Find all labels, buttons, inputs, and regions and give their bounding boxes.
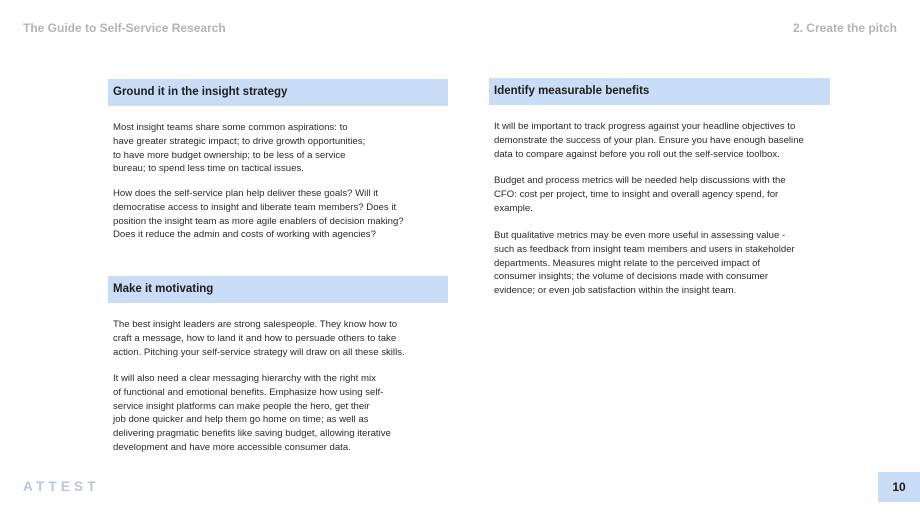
- page-number: 10: [878, 472, 920, 502]
- measurable-benefits-paragraph-2: Budget and process metrics will be needed help discussions with the CFO: cost per project, time to insight and overall agency spend, for example.: [494, 175, 786, 214]
- section-heading-measurable-benefits: Identify measurable benefits: [489, 78, 830, 105]
- chapter-title: 2. Create the pitch: [792, 21, 897, 35]
- section-heading-insight-strategy: Ground it in the insight strategy: [108, 79, 448, 106]
- insight-strategy-paragraph-2: How does the self-service plan help deliver these goals? Will it democratise access to insight and liberate team members? Does it position the insight team as more agile enablers of decision making? Does it reduce the admin and costs of working with agencies?: [113, 188, 404, 241]
- motivating-paragraph-2: It will also need a clear messaging hierarchy with the right mix of functional and emotional benefits. Emphasize how using self- service insight platforms can make people the hero, get their job done quicker and help them go home on time; as well as delivering pragmatic benefits like saving budget, allowing iterative development and have more accessible consumer data.: [113, 373, 391, 453]
- guide-title: The Guide to Self-Service Research: [23, 21, 226, 35]
- motivating-paragraph-1: The best insight leaders are strong salespeople. They know how to craft a message, how to land it and how to persuade others to take action. Pitching your self-service strategy will draw on all these skills.: [113, 319, 405, 358]
- section-heading-motivating: Make it motivating: [108, 276, 448, 303]
- measurable-benefits-paragraph-3: But qualitative metrics may be even more useful in assessing value - such as feedback from insight team members and users in stakeholder departments. Measures might relate to the perceived impact of consumer insights; the volume of decisions made with consumer evidence; or even job satisfaction within the insight team.: [494, 230, 795, 297]
- measurable-benefits-paragraph-1: It will be important to track progress against your headline objectives to demonstrate the success of your plan. Ensure you have enough baseline data to compare against before you roll out the self-service toolbox.: [494, 121, 804, 160]
- attest-logo: ATTEST: [23, 479, 100, 494]
- insight-strategy-paragraph-1: Most insight teams share some common aspirations: to have greater strategic impact; to drive growth opportunities; to have more budget ownership; to be less of a service bureau; to spend less time on tactical issues.: [113, 122, 366, 175]
